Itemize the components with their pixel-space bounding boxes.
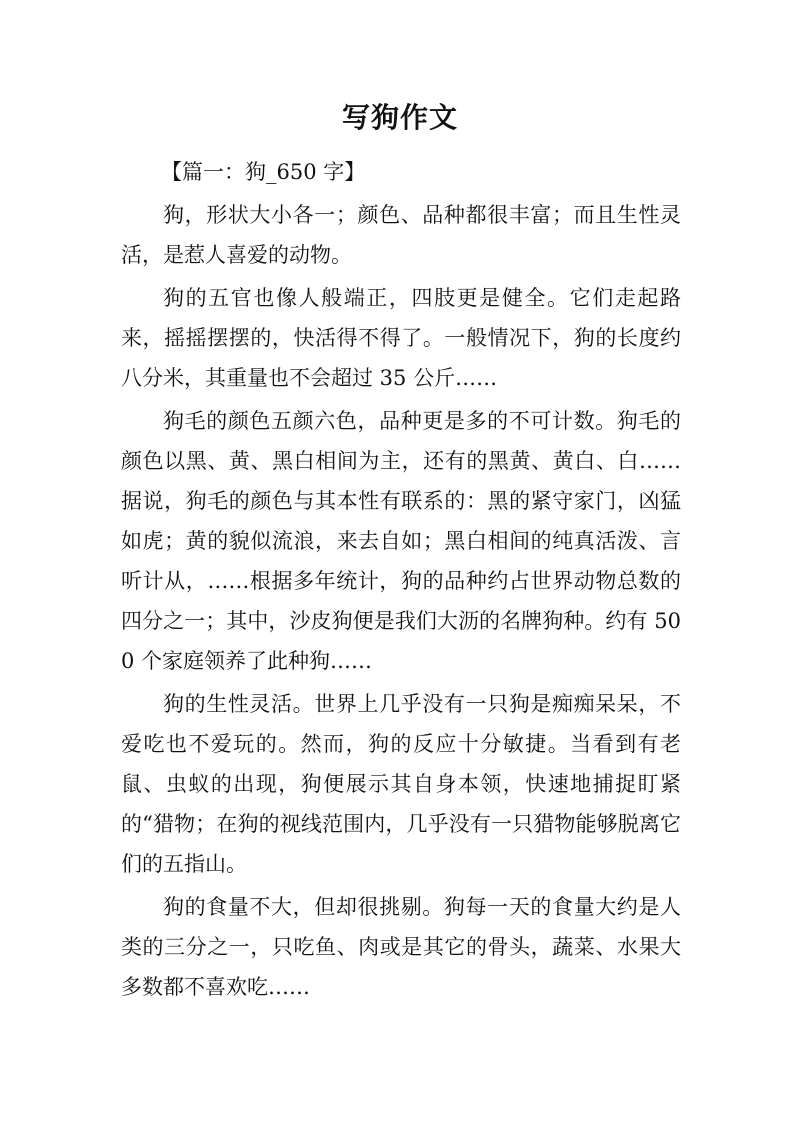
paragraph-2: 狗的五官也像人般端正，四肢更是健全。它们走起路来，摇摇摆摆的，快活得不得了。一般情况下，狗的长度约八分米，其重量也不会超过 35 公斤…… xyxy=(121,286,681,390)
paragraph-1: 狗，形状大小各一；颜色、品种都很丰富；而且生性灵活，是惹人喜爱的动物。 xyxy=(121,203,681,267)
paragraph-5: 狗的食量不大，但却很挑剔。狗每一天的食量大约是人类的三分之一，只吃鱼、肉或是其它的骨头，蔬菜、水果大多数都不喜欢吃…… xyxy=(121,895,681,999)
document-title: 写狗作文 xyxy=(341,101,458,134)
paragraph-4: 狗的生性灵活。世界上几乎没有一只狗是痴痴呆呆，不爱吃也不爱玩的。然而，狗的反应十分敏捷。当看到有老鼠、虫蚁的出现，狗便展示其自身本领，快速地捕捉盯紧的“猎物；在狗的视线范围内，几乎没有一只猎物能够脱离它们的五指山。 xyxy=(121,692,681,876)
section-heading: 【篇一：狗_650 字】 xyxy=(161,160,366,184)
document-body xyxy=(121,152,681,1007)
paragraph-3: 狗毛的颜色五颜六色，品种更是多的不可计数。狗毛的颜色以黑、黄、黑白相间为主，还有的黑黄、黄白、白……据说，狗毛的颜色与其本性有联系的：黑的紧守家门，凶猛如虎；黄的貌似流浪，来去自如；黑白相间的纯真活泼、言听计从，……根据多年统计，狗的品种约占世界动物总数的四分之一；其中，沙皮狗便是我们大沥的名牌狗种。约有 500 个家庭领养了此种狗…… xyxy=(121,409,681,673)
